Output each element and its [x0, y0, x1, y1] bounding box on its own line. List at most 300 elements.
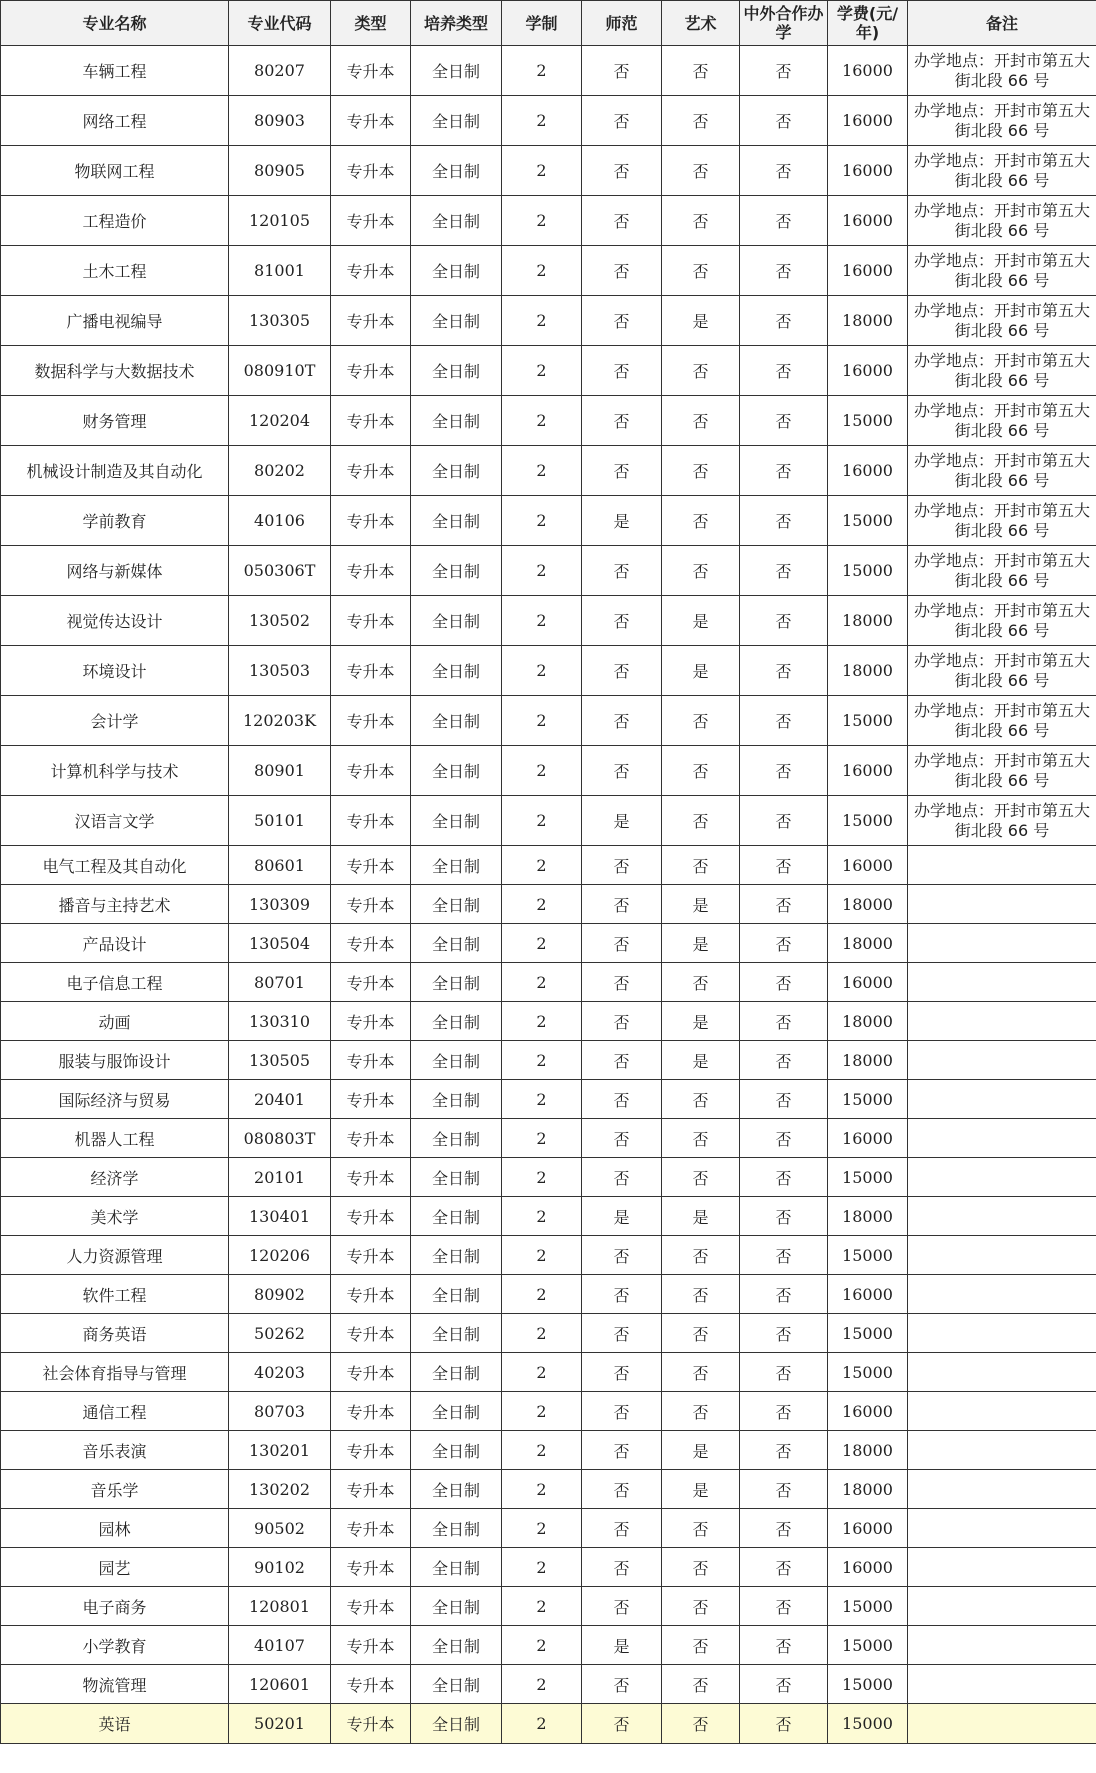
cell-remarks — [908, 1080, 1096, 1119]
cell-training-type: 全日制 — [411, 1119, 502, 1158]
cell-training-type: 全日制 — [411, 396, 502, 446]
cell-major-code: 080803T — [229, 1119, 331, 1158]
cell-type: 专升本 — [331, 885, 411, 924]
header-duration: 学制 — [502, 1, 582, 46]
cell-remarks: 办学地点：开封市第五大街北段 66 号 — [908, 696, 1096, 746]
cell-training-type: 全日制 — [411, 1548, 502, 1587]
cell-type: 专升本 — [331, 696, 411, 746]
cell-normal: 否 — [582, 885, 662, 924]
cell-training-type: 全日制 — [411, 446, 502, 496]
cell-major-name: 经济学 — [1, 1158, 229, 1197]
cell-major-code: 80202 — [229, 446, 331, 496]
cell-art: 否 — [662, 1626, 740, 1665]
cell-major-code: 50101 — [229, 796, 331, 846]
cell-tuition: 18000 — [828, 1002, 908, 1041]
cell-type: 专升本 — [331, 796, 411, 846]
cell-type: 专升本 — [331, 1314, 411, 1353]
cell-tuition: 18000 — [828, 296, 908, 346]
cell-training-type: 全日制 — [411, 1587, 502, 1626]
cell-normal: 否 — [582, 1158, 662, 1197]
cell-joint-program: 否 — [740, 1236, 828, 1275]
cell-type: 专升本 — [331, 296, 411, 346]
cell-art: 否 — [662, 1158, 740, 1197]
cell-training-type: 全日制 — [411, 1041, 502, 1080]
cell-remarks — [908, 1548, 1096, 1587]
cell-joint-program: 否 — [740, 196, 828, 246]
cell-art: 否 — [662, 746, 740, 796]
table-row — [1, 1197, 1096, 1236]
table-row — [1, 496, 1096, 546]
cell-type: 专升本 — [331, 96, 411, 146]
cell-tuition: 15000 — [828, 396, 908, 446]
cell-major-name: 园林 — [1, 1509, 229, 1548]
table-row — [1, 1470, 1096, 1509]
cell-art: 是 — [662, 646, 740, 696]
cell-duration: 2 — [502, 885, 582, 924]
cell-normal: 是 — [582, 796, 662, 846]
cell-tuition: 18000 — [828, 885, 908, 924]
cell-remarks — [908, 1353, 1096, 1392]
cell-art: 否 — [662, 1704, 740, 1744]
cell-duration: 2 — [502, 1431, 582, 1470]
cell-remarks — [908, 1236, 1096, 1275]
cell-type: 专升本 — [331, 1002, 411, 1041]
cell-duration: 2 — [502, 446, 582, 496]
cell-type: 专升本 — [331, 446, 411, 496]
cell-duration: 2 — [502, 1548, 582, 1587]
cell-training-type: 全日制 — [411, 596, 502, 646]
cell-major-name: 园艺 — [1, 1548, 229, 1587]
cell-joint-program: 否 — [740, 1626, 828, 1665]
cell-major-code: 80905 — [229, 146, 331, 196]
cell-major-name: 网络工程 — [1, 96, 229, 146]
cell-normal: 否 — [582, 1431, 662, 1470]
cell-tuition: 16000 — [828, 963, 908, 1002]
cell-training-type: 全日制 — [411, 146, 502, 196]
cell-duration: 2 — [502, 46, 582, 96]
cell-joint-program: 否 — [740, 46, 828, 96]
table-row — [1, 924, 1096, 963]
cell-type: 专升本 — [331, 963, 411, 1002]
cell-type: 专升本 — [331, 496, 411, 546]
cell-normal: 是 — [582, 496, 662, 546]
cell-remarks — [908, 1509, 1096, 1548]
cell-major-name: 机器人工程 — [1, 1119, 229, 1158]
cell-major-code: 130504 — [229, 924, 331, 963]
cell-major-code: 130502 — [229, 596, 331, 646]
cell-type: 专升本 — [331, 1392, 411, 1431]
cell-tuition: 18000 — [828, 646, 908, 696]
cell-type: 专升本 — [331, 1587, 411, 1626]
cell-major-code: 40107 — [229, 1626, 331, 1665]
cell-art: 否 — [662, 46, 740, 96]
cell-type: 专升本 — [331, 1197, 411, 1236]
cell-major-code: 050306T — [229, 546, 331, 596]
cell-duration: 2 — [502, 546, 582, 596]
cell-joint-program: 否 — [740, 1392, 828, 1431]
cell-joint-program: 否 — [740, 546, 828, 596]
cell-type: 专升本 — [331, 1470, 411, 1509]
cell-training-type: 全日制 — [411, 196, 502, 246]
cell-major-name: 音乐学 — [1, 1470, 229, 1509]
cell-art: 否 — [662, 963, 740, 1002]
cell-art: 否 — [662, 1392, 740, 1431]
cell-art: 否 — [662, 396, 740, 446]
cell-art: 否 — [662, 346, 740, 396]
cell-joint-program: 否 — [740, 846, 828, 885]
cell-tuition: 18000 — [828, 596, 908, 646]
cell-normal: 否 — [582, 596, 662, 646]
cell-joint-program: 否 — [740, 346, 828, 396]
cell-remarks — [908, 846, 1096, 885]
cell-tuition: 15000 — [828, 796, 908, 846]
table-row — [1, 596, 1096, 646]
cell-training-type: 全日制 — [411, 1314, 502, 1353]
cell-major-code: 80902 — [229, 1275, 331, 1314]
cell-tuition: 18000 — [828, 1470, 908, 1509]
table-row — [1, 546, 1096, 596]
cell-tuition: 15000 — [828, 1665, 908, 1704]
cell-duration: 2 — [502, 1275, 582, 1314]
cell-major-name: 数据科学与大数据技术 — [1, 346, 229, 396]
cell-major-code: 080910T — [229, 346, 331, 396]
cell-normal: 否 — [582, 1665, 662, 1704]
cell-joint-program: 否 — [740, 646, 828, 696]
cell-art: 是 — [662, 1197, 740, 1236]
header-remarks: 备注 — [908, 1, 1096, 46]
cell-major-code: 120105 — [229, 196, 331, 246]
cell-major-code: 120203K — [229, 696, 331, 746]
cell-training-type: 全日制 — [411, 546, 502, 596]
cell-type: 专升本 — [331, 396, 411, 446]
cell-major-code: 130305 — [229, 296, 331, 346]
cell-training-type: 全日制 — [411, 1665, 502, 1704]
cell-remarks — [908, 1587, 1096, 1626]
cell-normal: 否 — [582, 1002, 662, 1041]
cell-type: 专升本 — [331, 1236, 411, 1275]
cell-duration: 2 — [502, 296, 582, 346]
cell-art: 否 — [662, 1314, 740, 1353]
cell-normal: 否 — [582, 846, 662, 885]
cell-joint-program: 否 — [740, 746, 828, 796]
cell-duration: 2 — [502, 1158, 582, 1197]
cell-art: 否 — [662, 246, 740, 296]
cell-training-type: 全日制 — [411, 1431, 502, 1470]
cell-major-code: 130309 — [229, 885, 331, 924]
cell-joint-program: 否 — [740, 246, 828, 296]
cell-major-code: 130201 — [229, 1431, 331, 1470]
cell-remarks — [908, 1470, 1096, 1509]
cell-major-code: 50201 — [229, 1704, 331, 1744]
table-row — [1, 246, 1096, 296]
cell-major-name: 通信工程 — [1, 1392, 229, 1431]
cell-major-name: 网络与新媒体 — [1, 546, 229, 596]
cell-joint-program: 否 — [740, 963, 828, 1002]
cell-major-code: 130310 — [229, 1002, 331, 1041]
cell-training-type: 全日制 — [411, 1197, 502, 1236]
cell-tuition: 16000 — [828, 846, 908, 885]
cell-art: 否 — [662, 1275, 740, 1314]
cell-normal: 否 — [582, 1509, 662, 1548]
cell-training-type: 全日制 — [411, 496, 502, 546]
cell-remarks — [908, 1041, 1096, 1080]
cell-normal: 否 — [582, 46, 662, 96]
cell-training-type: 全日制 — [411, 296, 502, 346]
table-row — [1, 1548, 1096, 1587]
cell-major-name: 商务英语 — [1, 1314, 229, 1353]
table-row — [1, 796, 1096, 846]
cell-art: 否 — [662, 1509, 740, 1548]
cell-joint-program: 否 — [740, 1197, 828, 1236]
table-row — [1, 885, 1096, 924]
cell-type: 专升本 — [331, 1353, 411, 1392]
cell-type: 专升本 — [331, 46, 411, 96]
cell-training-type: 全日制 — [411, 1704, 502, 1744]
cell-training-type: 全日制 — [411, 46, 502, 96]
cell-remarks — [908, 1665, 1096, 1704]
cell-tuition: 15000 — [828, 1626, 908, 1665]
cell-art: 否 — [662, 1548, 740, 1587]
cell-art: 否 — [662, 1587, 740, 1626]
cell-training-type: 全日制 — [411, 963, 502, 1002]
table-row — [1, 646, 1096, 696]
cell-tuition: 15000 — [828, 696, 908, 746]
cell-tuition: 16000 — [828, 1392, 908, 1431]
cell-remarks: 办学地点：开封市第五大街北段 66 号 — [908, 346, 1096, 396]
table-row — [1, 696, 1096, 746]
cell-normal: 否 — [582, 1704, 662, 1744]
cell-tuition: 16000 — [828, 346, 908, 396]
table-row — [1, 1236, 1096, 1275]
cell-art: 是 — [662, 296, 740, 346]
cell-major-code: 50262 — [229, 1314, 331, 1353]
table-row — [1, 1002, 1096, 1041]
cell-remarks — [908, 1002, 1096, 1041]
cell-art: 是 — [662, 924, 740, 963]
cell-duration: 2 — [502, 1119, 582, 1158]
cell-joint-program: 否 — [740, 1509, 828, 1548]
cell-art: 否 — [662, 696, 740, 746]
cell-art: 否 — [662, 196, 740, 246]
cell-major-code: 80903 — [229, 96, 331, 146]
table-row — [1, 1587, 1096, 1626]
cell-duration: 2 — [502, 396, 582, 446]
cell-major-code: 120204 — [229, 396, 331, 446]
cell-normal: 否 — [582, 1587, 662, 1626]
cell-remarks: 办学地点：开封市第五大街北段 66 号 — [908, 446, 1096, 496]
cell-training-type: 全日制 — [411, 796, 502, 846]
cell-major-name: 小学教育 — [1, 1626, 229, 1665]
cell-normal: 否 — [582, 1041, 662, 1080]
cell-type: 专升本 — [331, 1080, 411, 1119]
cell-remarks — [908, 1626, 1096, 1665]
header-major-name: 专业名称 — [1, 1, 229, 46]
cell-joint-program: 否 — [740, 1431, 828, 1470]
cell-remarks: 办学地点：开封市第五大街北段 66 号 — [908, 796, 1096, 846]
cell-major-code: 80703 — [229, 1392, 331, 1431]
cell-major-name: 社会体育指导与管理 — [1, 1353, 229, 1392]
cell-major-name: 工程造价 — [1, 196, 229, 246]
cell-normal: 否 — [582, 646, 662, 696]
table-row — [1, 746, 1096, 796]
table-row — [1, 146, 1096, 196]
cell-major-name: 物联网工程 — [1, 146, 229, 196]
table-row — [1, 396, 1096, 446]
cell-major-code: 120206 — [229, 1236, 331, 1275]
cell-training-type: 全日制 — [411, 1353, 502, 1392]
cell-normal: 否 — [582, 446, 662, 496]
cell-normal: 否 — [582, 1353, 662, 1392]
cell-remarks: 办学地点：开封市第五大街北段 66 号 — [908, 546, 1096, 596]
header-tuition: 学费(元/年) — [828, 1, 908, 46]
cell-remarks: 办学地点：开封市第五大街北段 66 号 — [908, 396, 1096, 446]
cell-duration: 2 — [502, 196, 582, 246]
cell-major-code: 20401 — [229, 1080, 331, 1119]
cell-type: 专升本 — [331, 1119, 411, 1158]
cell-art: 是 — [662, 885, 740, 924]
cell-remarks — [908, 1158, 1096, 1197]
table-row — [1, 96, 1096, 146]
cell-major-code: 130202 — [229, 1470, 331, 1509]
cell-major-name: 动画 — [1, 1002, 229, 1041]
table-row — [1, 963, 1096, 1002]
cell-major-name: 物流管理 — [1, 1665, 229, 1704]
cell-duration: 2 — [502, 1509, 582, 1548]
cell-training-type: 全日制 — [411, 1158, 502, 1197]
cell-duration: 2 — [502, 1002, 582, 1041]
cell-art: 否 — [662, 1080, 740, 1119]
cell-normal: 否 — [582, 96, 662, 146]
cell-art: 是 — [662, 1470, 740, 1509]
cell-remarks: 办学地点：开封市第五大街北段 66 号 — [908, 646, 1096, 696]
cell-major-code: 120801 — [229, 1587, 331, 1626]
cell-normal: 是 — [582, 1626, 662, 1665]
cell-major-code: 80701 — [229, 963, 331, 1002]
cell-remarks — [908, 885, 1096, 924]
cell-type: 专升本 — [331, 846, 411, 885]
table-row — [1, 1041, 1096, 1080]
cell-type: 专升本 — [331, 196, 411, 246]
cell-major-name: 电子信息工程 — [1, 963, 229, 1002]
cell-joint-program: 否 — [740, 1587, 828, 1626]
cell-art: 否 — [662, 796, 740, 846]
table-row — [1, 1158, 1096, 1197]
cell-major-name: 广播电视编导 — [1, 296, 229, 346]
cell-remarks — [908, 1197, 1096, 1236]
cell-type: 专升本 — [331, 1275, 411, 1314]
cell-duration: 2 — [502, 796, 582, 846]
table-row — [1, 1314, 1096, 1353]
cell-remarks: 办学地点：开封市第五大街北段 66 号 — [908, 246, 1096, 296]
cell-duration: 2 — [502, 496, 582, 546]
cell-normal: 是 — [582, 1197, 662, 1236]
cell-remarks — [908, 963, 1096, 1002]
cell-tuition: 16000 — [828, 1119, 908, 1158]
cell-remarks: 办学地点：开封市第五大街北段 66 号 — [908, 496, 1096, 546]
cell-duration: 2 — [502, 146, 582, 196]
cell-normal: 否 — [582, 546, 662, 596]
cell-training-type: 全日制 — [411, 1509, 502, 1548]
cell-major-name: 学前教育 — [1, 496, 229, 546]
cell-remarks — [908, 1275, 1096, 1314]
cell-joint-program: 否 — [740, 696, 828, 746]
cell-art: 否 — [662, 496, 740, 546]
cell-art: 否 — [662, 96, 740, 146]
cell-art: 否 — [662, 1119, 740, 1158]
cell-tuition: 16000 — [828, 446, 908, 496]
cell-training-type: 全日制 — [411, 646, 502, 696]
table-header — [1, 1, 1096, 46]
cell-major-name: 会计学 — [1, 696, 229, 746]
cell-type: 专升本 — [331, 1548, 411, 1587]
cell-major-name: 软件工程 — [1, 1275, 229, 1314]
cell-major-code: 130401 — [229, 1197, 331, 1236]
cell-remarks: 办学地点：开封市第五大街北段 66 号 — [908, 296, 1096, 346]
cell-major-code: 81001 — [229, 246, 331, 296]
cell-tuition: 15000 — [828, 1353, 908, 1392]
cell-major-code: 90502 — [229, 1509, 331, 1548]
cell-training-type: 全日制 — [411, 696, 502, 746]
header-row — [1, 1, 1096, 46]
cell-duration: 2 — [502, 1314, 582, 1353]
cell-type: 专升本 — [331, 1626, 411, 1665]
cell-duration: 2 — [502, 1587, 582, 1626]
cell-major-code: 130503 — [229, 646, 331, 696]
cell-normal: 否 — [582, 696, 662, 746]
cell-joint-program: 否 — [740, 146, 828, 196]
cell-major-name: 汉语言文学 — [1, 796, 229, 846]
cell-art: 是 — [662, 1002, 740, 1041]
cell-tuition: 16000 — [828, 96, 908, 146]
table-row — [1, 1353, 1096, 1392]
cell-normal: 否 — [582, 396, 662, 446]
cell-major-name: 服装与服饰设计 — [1, 1041, 229, 1080]
cell-normal: 否 — [582, 1392, 662, 1431]
cell-tuition: 15000 — [828, 1080, 908, 1119]
cell-major-name: 车辆工程 — [1, 46, 229, 96]
cell-training-type: 全日制 — [411, 1236, 502, 1275]
cell-major-name: 英语 — [1, 1704, 229, 1744]
cell-joint-program: 否 — [740, 96, 828, 146]
cell-major-name: 产品设计 — [1, 924, 229, 963]
cell-duration: 2 — [502, 846, 582, 885]
cell-remarks: 办学地点：开封市第五大街北段 66 号 — [908, 596, 1096, 646]
cell-major-code: 80901 — [229, 746, 331, 796]
cell-joint-program: 否 — [740, 924, 828, 963]
cell-tuition: 16000 — [828, 196, 908, 246]
cell-duration: 2 — [502, 696, 582, 746]
cell-tuition: 16000 — [828, 46, 908, 96]
table-row — [1, 1392, 1096, 1431]
cell-duration: 2 — [502, 596, 582, 646]
cell-duration: 2 — [502, 1704, 582, 1744]
cell-duration: 2 — [502, 96, 582, 146]
cell-normal: 否 — [582, 246, 662, 296]
cell-training-type: 全日制 — [411, 1002, 502, 1041]
cell-major-name: 人力资源管理 — [1, 1236, 229, 1275]
cell-type: 专升本 — [331, 1041, 411, 1080]
cell-type: 专升本 — [331, 596, 411, 646]
cell-training-type: 全日制 — [411, 1470, 502, 1509]
cell-major-code: 40106 — [229, 496, 331, 546]
cell-tuition: 15000 — [828, 1587, 908, 1626]
table-row — [1, 1275, 1096, 1314]
cell-normal: 否 — [582, 746, 662, 796]
table-row — [1, 1080, 1096, 1119]
cell-normal: 否 — [582, 196, 662, 246]
cell-training-type: 全日制 — [411, 846, 502, 885]
cell-major-code: 130505 — [229, 1041, 331, 1080]
